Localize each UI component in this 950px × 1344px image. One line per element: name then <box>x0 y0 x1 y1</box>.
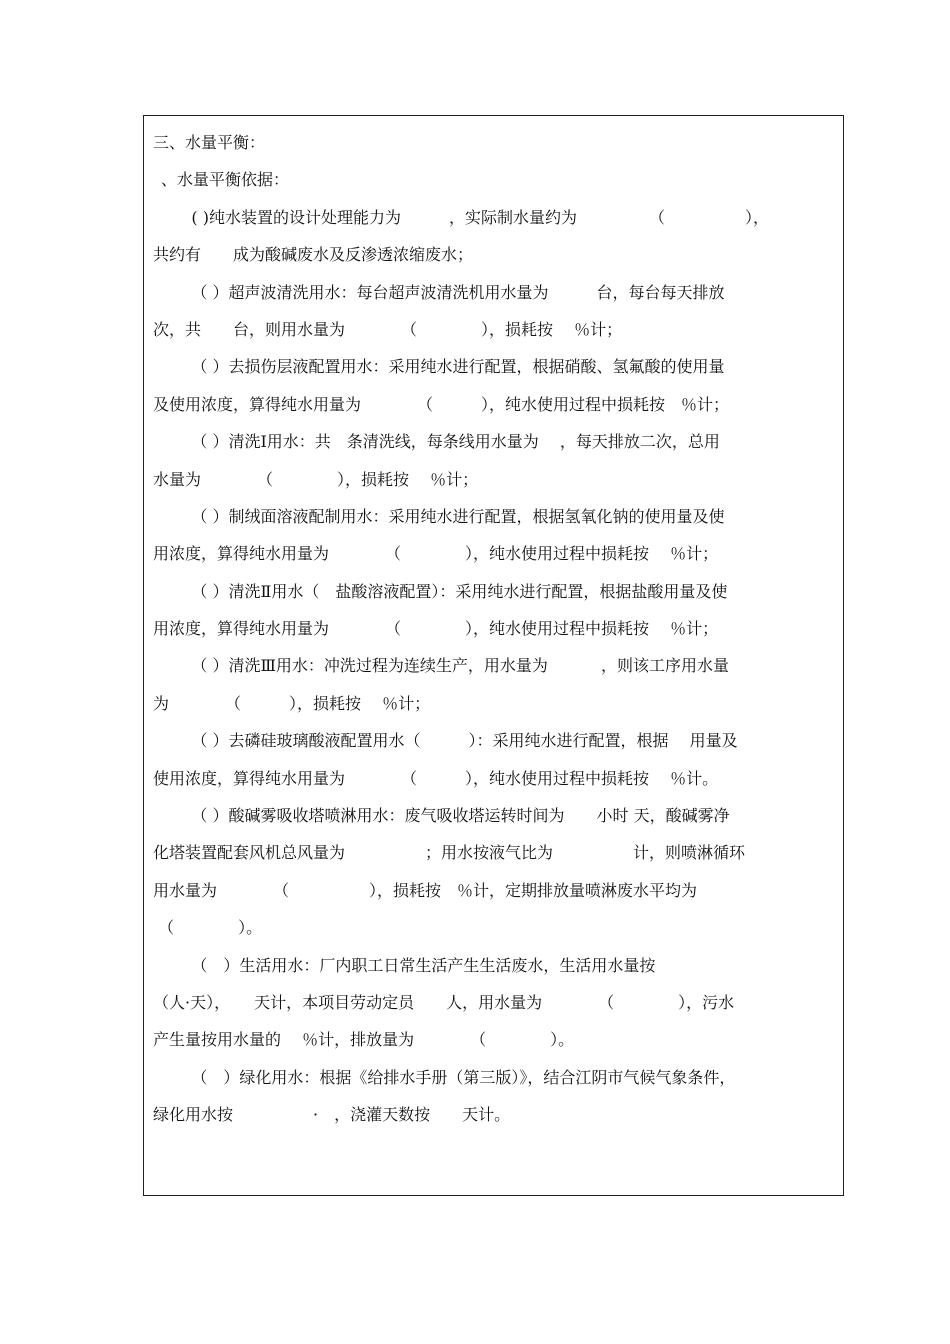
paragraph-line: 及使用浓度，算得纯水用量为 （ ），纯水使用过程中损耗按 ％计； <box>153 394 730 414</box>
paragraph <box>153 647 839 722</box>
paragraph-line: 次，共 台，则用水量为 （ ），损耗按 ％计； <box>153 319 623 339</box>
subsection-heading: 、水量平衡依据： <box>161 170 290 190</box>
paragraph-line: （ ）制绒面溶液配制用水：采用纯水进行配置，根据氢氧化钠的使用量及使 <box>191 506 725 526</box>
paragraph-line: （ ）。 <box>153 918 263 938</box>
paragraph <box>153 1059 839 1134</box>
paragraph-line: 用水量为 （ ），损耗按 ％计，定期排放量喷淋废水平均为 <box>153 880 698 900</box>
paragraph-line: 绿化用水按 · ，浇灌天数按 天计。 <box>153 1105 511 1125</box>
paragraph-line: （ ）超声波清洗用水：每台超声波清洗机用水量为 台，每台每天排放 <box>191 282 725 302</box>
paragraph-line: 用浓度，算得纯水用量为 （ ），纯水使用过程中损耗按 ％计； <box>153 544 719 564</box>
paragraph <box>153 199 839 274</box>
paragraph-line: （人·天）， 天计，本项目劳动定员 人，用水量为 （ ），污水 <box>153 992 735 1012</box>
section-heading: 三、水量平衡： <box>153 133 266 152</box>
paragraph-line: 使用浓度，算得纯水用量为 （ ），纯水使用过程中损耗按 ％计。 <box>153 768 719 788</box>
paragraph <box>153 498 839 573</box>
paragraph-line: （ ）清洗Ⅲ用水：冲洗过程为连续生产，用水量为 ，则该工序用水量 <box>191 656 729 676</box>
paragraph <box>153 947 839 1059</box>
paragraph <box>153 573 839 648</box>
paragraph <box>153 722 839 797</box>
paragraph <box>153 797 839 947</box>
paragraph-line: （ ）生活用水：厂内职工日常生活产生生活废水，生活用水量按 <box>191 955 656 975</box>
paragraph <box>153 348 839 423</box>
paragraph-list <box>153 199 839 1134</box>
paragraph-line: （ ）清洗Ⅰ用水：共 条清洗线，每条线用水量为 ，每天排放二次，总用 <box>191 432 720 452</box>
paragraph-line: 产生量按用水量的 ％计，排放量为 （ ）。 <box>153 1030 575 1050</box>
paragraph-line: （ ）绿化用水：根据《给排水手册（第三版）》，结合江阴市气候气象条件， <box>191 1067 736 1087</box>
paragraph-line: （ ）酸碱雾吸收塔喷淋用水：废气吸收塔运转时间为 小时 天，酸碱雾净 <box>191 806 730 826</box>
paragraph-line: （ ）去损伤层液配置用水：采用纯水进行配置，根据硝酸、氢氟酸的使用量 <box>191 357 725 377</box>
document-body <box>153 124 839 1134</box>
paragraph-line: 水量为 （ ），损耗按 ％计； <box>153 469 479 489</box>
paragraph-line: 用浓度，算得纯水用量为 （ ），纯水使用过程中损耗按 ％计； <box>153 619 719 639</box>
paragraph-line: 共约有 成为酸碱废水及反渗透浓缩废水； <box>153 245 474 265</box>
paragraph-line: 化塔装置配套风机总风量为 ；用水按液气比为 计，则喷淋循环 <box>153 843 746 863</box>
paragraph <box>153 274 839 349</box>
paragraph-line: ( )纯水装置的设计处理能力为 ，实际制水量约为 （ ）， <box>191 207 769 227</box>
document-frame <box>143 115 844 1196</box>
paragraph-line: 为 （ ），损耗按 ％计； <box>153 693 431 713</box>
paragraph <box>153 423 839 498</box>
paragraph-line: （ ）清洗Ⅱ用水（ 盐酸溶液配置）：采用纯水进行配置，根据盐酸用量及使 <box>191 581 728 601</box>
paragraph-line: （ ）去磷硅玻璃酸液配置用水（ ）：采用纯水进行配置，根据 用量及 <box>191 731 738 751</box>
